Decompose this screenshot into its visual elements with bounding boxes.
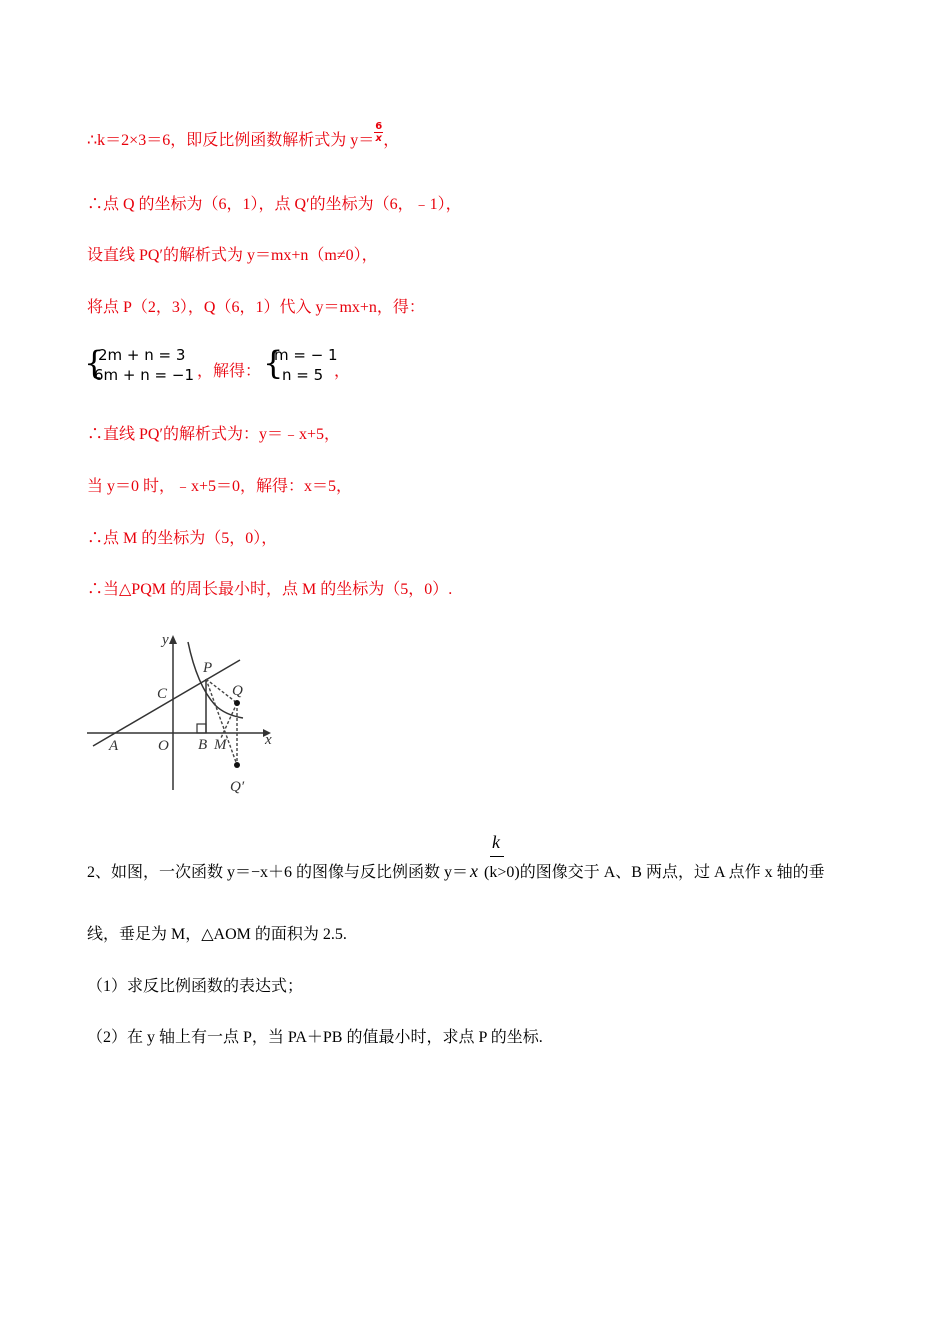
- solution-line-substitute: 将点 P（2，3），Q（6，1）代入 y＝mx+n，得：: [87, 299, 425, 316]
- problem2-frac-num: k: [492, 832, 500, 852]
- problem2-line1-prefix: 2、如图，一次函数 y＝−x＋6 的图像与反比例函数 y＝: [87, 864, 469, 881]
- solution-line-pq-result: ∴直线 PQ′的解析式为：y＝﹣x+5，: [87, 426, 340, 443]
- system2-eq1: m = − 1: [274, 346, 338, 364]
- solution-line-conclusion: ∴当△PQM 的周长最小时，点 M 的坐标为（5，0）.: [87, 581, 453, 598]
- solution-line-m-coords: ∴点 M 的坐标为（5，0），: [87, 530, 278, 547]
- fraction-6-over-x: [374, 121, 383, 144]
- system-end-comma: ，: [334, 363, 351, 380]
- system1-eq1: 2m + n = 3: [98, 346, 186, 364]
- label-y: y: [162, 632, 169, 648]
- solution-line-k-text: ∴k＝2×3＝6，即反比例函数解析式为 y＝: [87, 132, 375, 150]
- label-x: x: [265, 732, 272, 748]
- problem2-question-1: （1）求反比例函数的表达式；: [87, 978, 304, 995]
- label-b: B: [198, 737, 208, 753]
- problem2-line2: 线，垂足为 M，△AOM 的面积为 2.5.: [87, 926, 347, 943]
- label-m: M: [214, 737, 227, 753]
- problem2-frac-den: x: [470, 861, 479, 881]
- problem2-frac-bar: [490, 856, 504, 857]
- fraction-numerator: 6: [375, 121, 383, 132]
- solution-line-k-value: [87, 121, 400, 153]
- system-solve-text: ，解得：: [197, 363, 262, 380]
- problem2-line1-suffix: (k>0)的图像交于 A、B 两点，过 A 点作 x 轴的垂: [480, 864, 825, 881]
- solution-line-y-zero: 当 y＝0 时，﹣x+5＝0，解得：x＝5，: [87, 478, 353, 495]
- solution-line-q-coords: ∴点 Q 的坐标为（6，1），点 Q′的坐标为（6，﹣1），: [87, 196, 462, 213]
- solution-line-k-suffix: ，: [383, 132, 400, 150]
- system2-eq2: n = 5: [282, 366, 324, 384]
- label-a: A: [109, 738, 119, 754]
- problem2-line1: [87, 861, 825, 883]
- solution-line-set-pq: 设直线 PQ′的解析式为 y＝mx+n（m≠0），: [87, 247, 378, 264]
- system1-eq2: 6m + n = −1: [94, 366, 194, 384]
- label-p: P: [203, 660, 213, 676]
- label-q-prime: Q′: [230, 779, 245, 795]
- left-brace-2: {: [263, 344, 284, 382]
- label-c: C: [157, 686, 168, 702]
- left-brace-1: {: [84, 344, 105, 382]
- label-q: Q: [232, 683, 243, 699]
- label-o: O: [158, 738, 169, 754]
- fraction-denominator: x: [375, 133, 382, 144]
- geometry-figure: [85, 630, 285, 800]
- problem2-question-2: （2）在 y 轴上有一点 P，当 PA＋PB 的值最小时，求点 P 的坐标.: [87, 1029, 543, 1046]
- point-q: [234, 700, 240, 706]
- hyperbola-curve: [188, 642, 243, 718]
- y-axis-arrow: [169, 635, 177, 644]
- point-q-prime: [234, 762, 240, 768]
- right-angle-mark: [197, 724, 206, 733]
